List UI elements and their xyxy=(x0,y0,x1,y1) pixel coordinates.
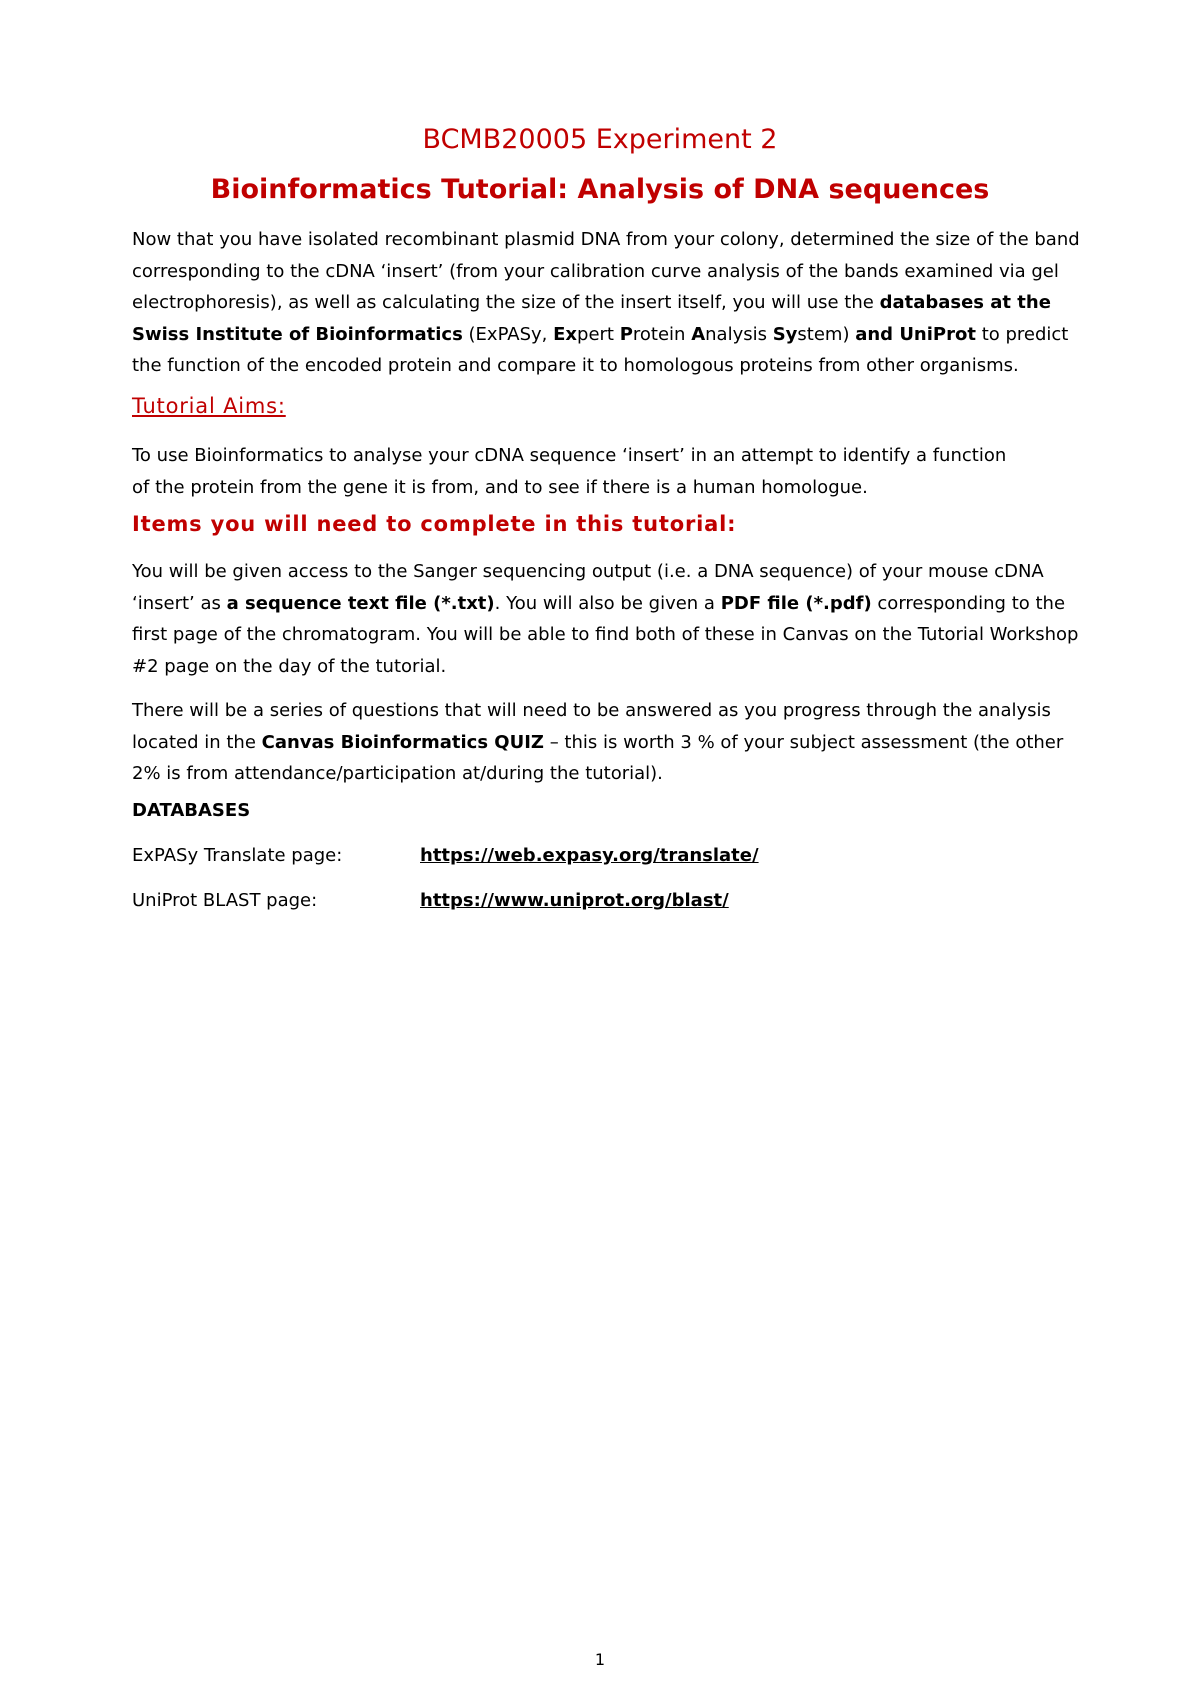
items-paragraph-quiz xyxy=(132,695,1082,790)
items-text: There will be a series of questions that will need to be answered as you progress through the analysis located in the xyxy=(132,700,1051,753)
intro-text: pert xyxy=(577,323,620,345)
items-text: . You will also be given a xyxy=(494,592,721,614)
document-title: BCMB20005 Experiment 2 xyxy=(422,124,778,155)
items-text: You will be given access to the Sanger sequencing output (i.e. a DNA sequence) of your mouse cDNA ‘insert’ as xyxy=(132,561,1044,614)
items-bold-pdf: PDF file (*.pdf) xyxy=(720,592,872,614)
database-label: UniProt BLAST page: xyxy=(132,890,318,911)
databases-heading: DATABASES xyxy=(132,800,251,821)
intro-paragraph xyxy=(132,224,1082,382)
document-subtitle: Bioinformatics Tutorial: Analysis of DNA sequences xyxy=(210,174,990,205)
intro-text: rotein xyxy=(632,323,692,345)
items-paragraph-files xyxy=(132,556,1082,682)
intro-bold: Ex xyxy=(553,323,578,345)
aims-line: of the protein from the gene it is from, and to see if there is a human homologue. xyxy=(132,476,868,498)
intro-bold: P xyxy=(619,323,633,345)
uniprot-blast-link[interactable]: https://www.uniprot.org/blast/ xyxy=(420,890,729,911)
page-number: 1 xyxy=(594,1650,606,1669)
expasy-translate-link[interactable]: https://web.expasy.org/translate/ xyxy=(420,845,759,866)
intro-text: (ExPASy, xyxy=(462,323,554,345)
items-text: – this is worth 3 % of your subject assessment (the other 2% is from attendance/participation at/during the tutorial). xyxy=(132,731,1064,784)
intro-text: nalysis xyxy=(705,323,773,345)
intro-bold-uniprot: and UniProt xyxy=(855,323,976,345)
intro-bold-databases: databases at the Swiss Institute of Bioinformatics xyxy=(132,292,1051,345)
aims-line: To use Bioinformatics to analyse your cDNA sequence ‘insert’ in an attempt to identify a function xyxy=(132,445,1007,466)
intro-bold: A xyxy=(691,323,706,345)
intro-bold: Sy xyxy=(772,323,798,345)
items-heading: Items you will need to complete in this tutorial: xyxy=(132,512,737,536)
intro-text: to predict the function of the encoded protein and compare it to homologous proteins from other organisms. xyxy=(132,323,1069,376)
items-text: corresponding to the first page of the chromatogram. You will be able to find both of these in Canvas on the Tutorial Workshop #2 page on the day of the tutorial. xyxy=(132,592,1079,677)
intro-text: stem) xyxy=(797,323,856,345)
items-bold-quiz: Canvas Bioinformatics QUIZ xyxy=(261,731,544,753)
tutorial-aims-heading: Tutorial Aims: xyxy=(132,394,286,418)
intro-text: Now that you have isolated recombinant plasmid DNA from your colony, determined the size of the band corresponding to the cDNA ‘insert’ (from your calibration curve analysis of the bands examined via gel electrophoresis), as well as calculating the size of the insert itself, you will use the xyxy=(132,229,1080,313)
items-bold-txt: a sequence text file (*.txt) xyxy=(226,592,495,614)
database-label: ExPASy Translate page: xyxy=(132,845,343,866)
aims-paragraph xyxy=(132,440,1082,503)
